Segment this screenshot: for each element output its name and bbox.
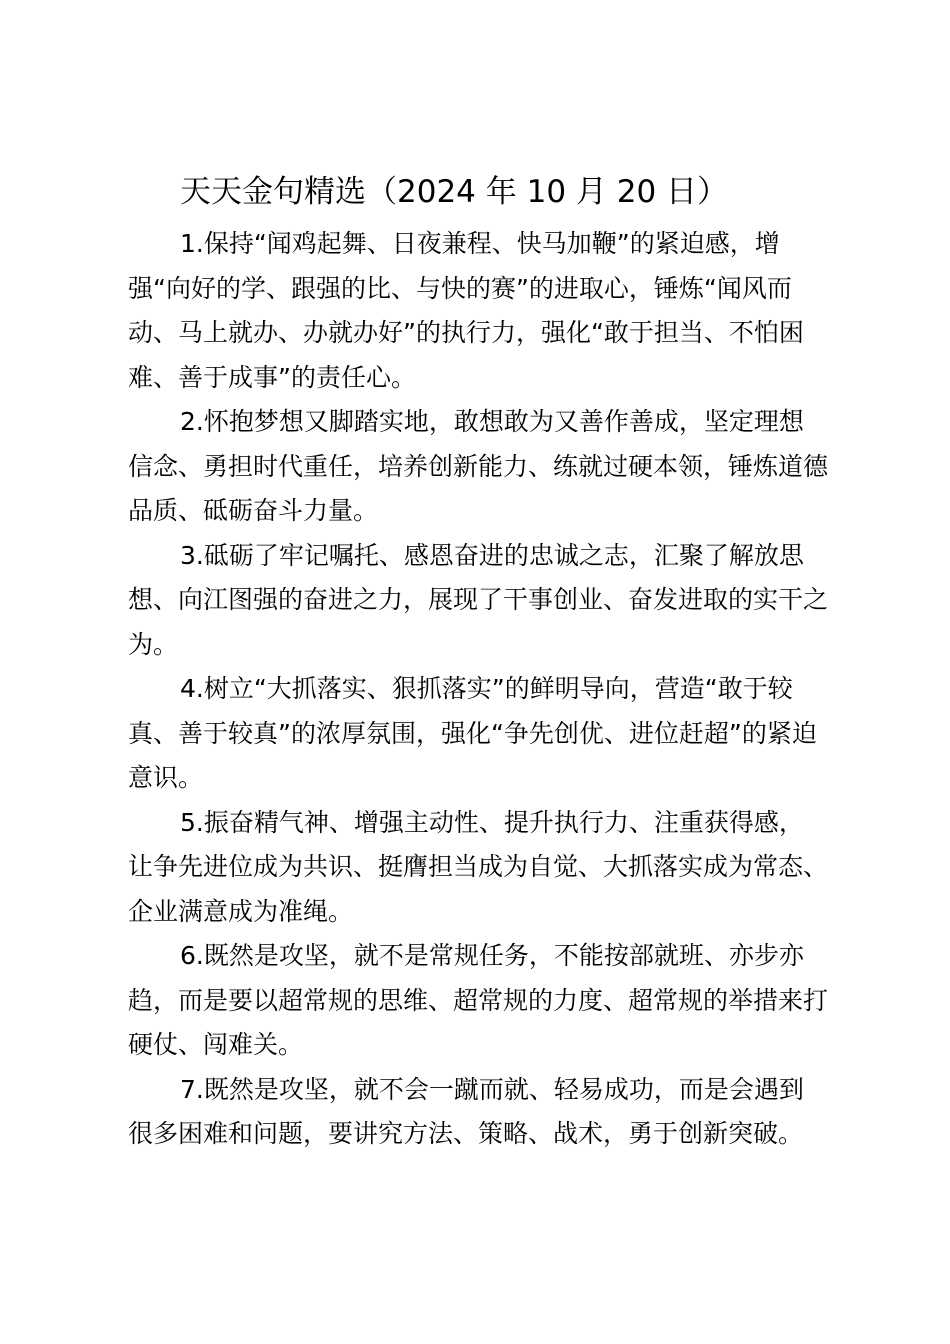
paragraph-7: 7.既然是攻坚，就不会一蹴而就、轻易成功，而是会遇到很多困难和问题，要讲究方法、策略、战术，勇于创新突破。 xyxy=(128,1074,804,1148)
paragraph-6: 6.既然是攻坚，就不是常规任务，不能按部就班、亦步亦趋，而是要以超常规的思维、超常规的力度、超常规的举措来打硬仗、闯难关。 xyxy=(128,941,829,1059)
paragraph-2: 2.怀抱梦想又脚踏实地，敢想敢为又善作善成，坚定理想信念、勇担时代重任，培养创新能力、练就过硬本领，锤炼道德品质、砥砺奋斗力量。 xyxy=(128,407,829,525)
paragraph-3: 3.砥砺了牢记嘱托、感恩奋进的忠诚之志，汇聚了解放思想、向江图强的奋进之力，展现了干事创业、奋发进取的实干之为。 xyxy=(128,540,829,659)
document-title: 天天金句精选（2024 年 10 月 20 日） xyxy=(180,174,729,210)
paragraph-4: 4.树立“大抓落实、狠抓落实”的鲜明导向，营造“敢于较真、善于较真”的浓厚氛围，强化“争先创优、进位赶超”的紧迫意识。 xyxy=(128,674,817,792)
paragraph-1: 1.保持“闻鸡起舞、日夜兼程、快马加鞭”的紧迫感，增强“向好的学、跟强的比、与快的赛”的进取心，锤炼“闻风而动、马上就办、办就办好”的执行力，强化“敢于担当、不怕困难、善于成事”的责任心。 xyxy=(128,229,804,392)
document-page xyxy=(128,170,828,1157)
paragraph-5: 5.振奋精气神、增强主动性、提升执行力、注重获得感，让争先进位成为共识、挺膺担当成为自觉、大抓落实成为常态、企业满意成为准绳。 xyxy=(128,807,829,926)
